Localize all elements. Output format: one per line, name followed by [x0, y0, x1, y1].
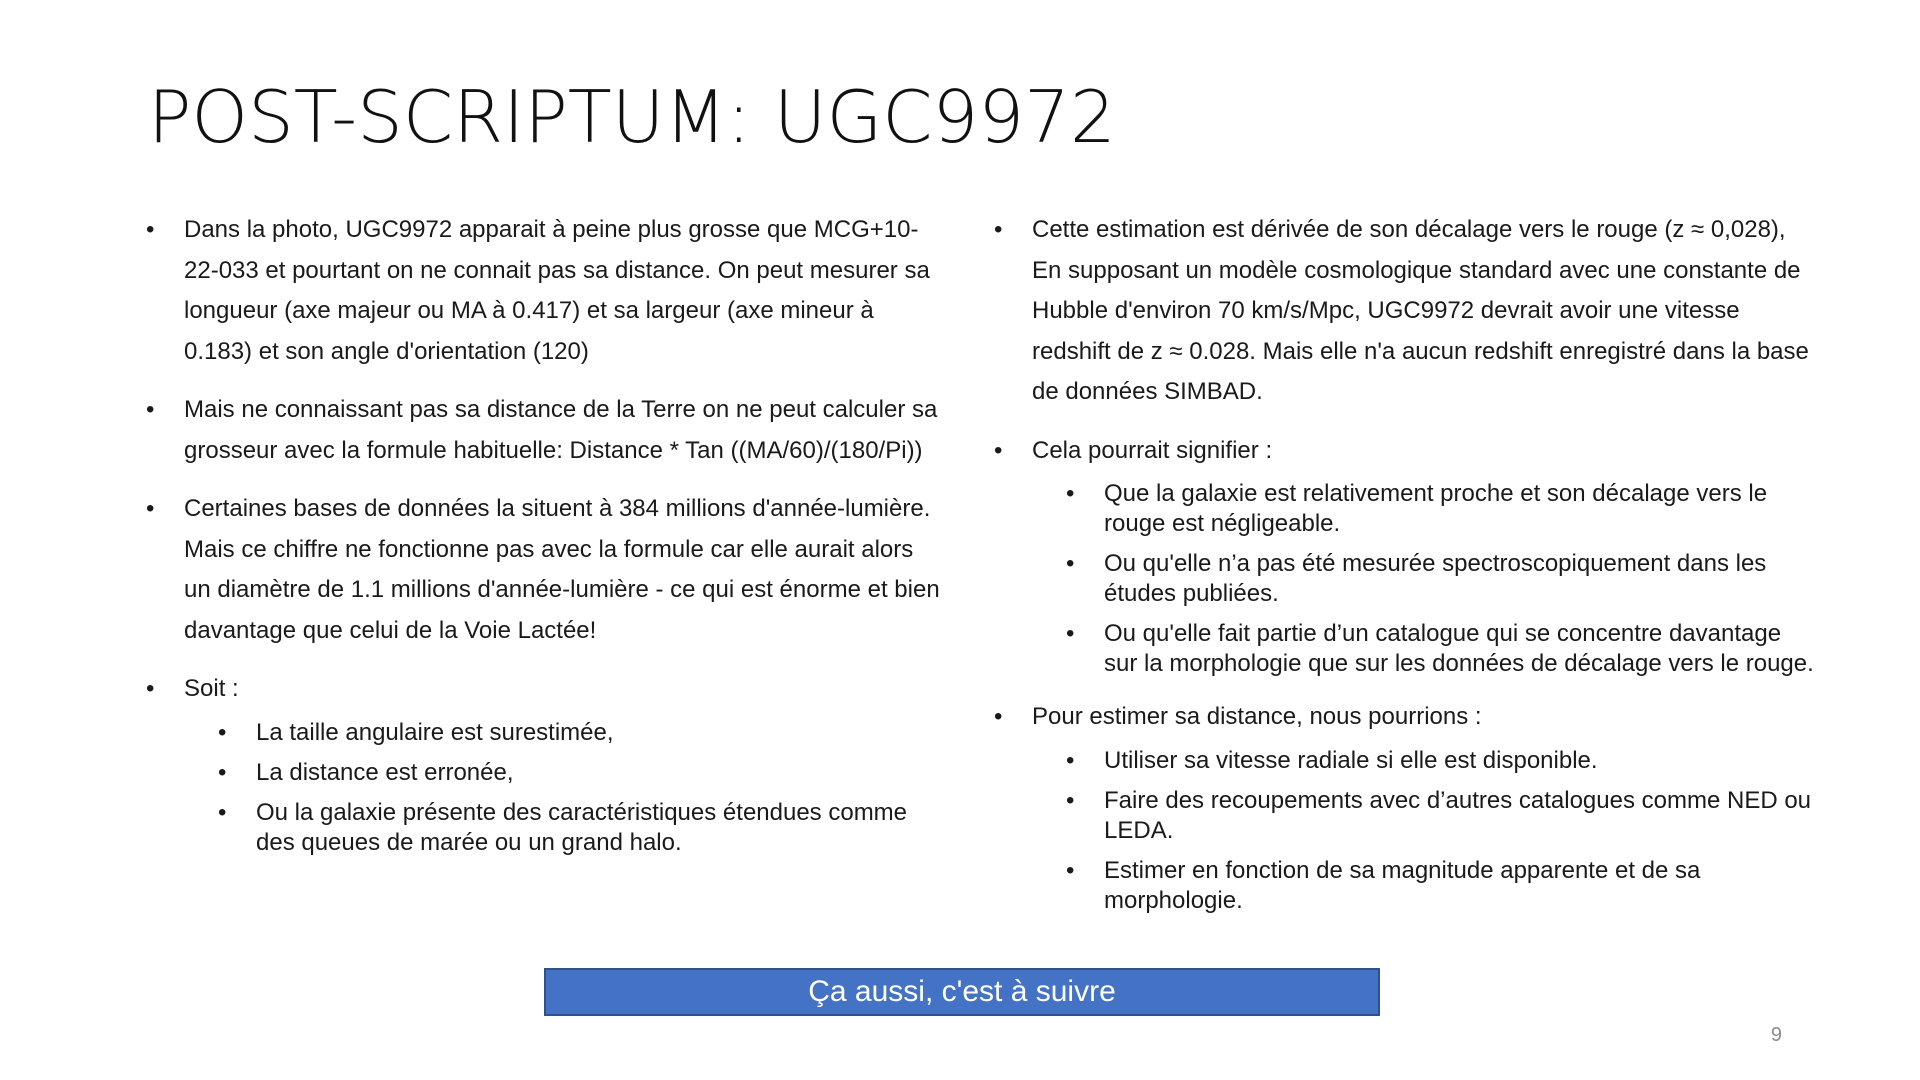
sub-bullet-list	[1066, 746, 1814, 916]
bullet-item	[994, 431, 1814, 680]
sub-bullet-item: • Estimer en fonction de sa magnitude apparente et de sa morphologie.	[1066, 856, 1814, 916]
sub-bullet-item: • Faire des recoupements avec d’autres catalogues comme NED ou LEDA.	[1066, 786, 1814, 846]
bullet-text: Certaines bases de données la situent à 384 millions d'année-lumière. Mais ce chiffre ne fonctionne pas avec la formule car elle aurait alors un diamètre de 1.1 millions d'année-lumière - ce qui est énorme et bien davantage que celui de la Voie Lactée!	[184, 495, 940, 644]
sub-bullet-item: • La distance est erronée,	[218, 758, 946, 788]
bullet-text: Mais ne connaissant pas sa distance de la Terre on ne peut calculer sa grosseur avec la formule habituelle: Distance * Tan ((MA/60)/(180/Pi))	[184, 396, 938, 464]
page-number: 9	[1770, 1024, 1782, 1046]
bullet-text: Cela pourrait signifier :	[1032, 436, 1273, 464]
bullet-text: Dans la photo, UGC9972 apparait à peine plus grosse que MCG+10-22-033 et pourtant on ne connait pas sa distance. On peut mesurer sa longueur (axe majeur ou MA à 0.417) et sa largeur (axe mineur à 0.183) et son angle d'orientation (120)	[184, 216, 930, 365]
right-bullet-list	[994, 210, 1814, 916]
bullet-text: Pour estimer sa distance, nous pourrions :	[1032, 703, 1482, 730]
right-column	[994, 210, 1814, 934]
sub-bullet-list	[218, 718, 946, 858]
bullet-item	[994, 697, 1814, 916]
to-be-continued-banner: Ça aussi, c'est à suivre	[544, 968, 1380, 1016]
sub-bullet-item: • Ou qu'elle fait partie d’un catalogue qui se concentre davantage sur la morphologie que sur les données de décalage vers le rouge.	[1066, 619, 1814, 679]
bullet-item	[146, 390, 946, 471]
bullet-text: Cette estimation est dérivée de son décalage vers le rouge (z ≈ 0,028), En supposant un modèle cosmologique standard avec une constante de Hubble d'environ 70 km/s/Mpc, UGC9972 devrait avoir une vitesse redshift de z ≈ 0.028. Mais elle n'a aucun redshift enregistré dans la base de données SIMBAD.	[1032, 216, 1809, 405]
bullet-item	[994, 210, 1814, 413]
bullet-item	[146, 210, 946, 372]
sub-bullet-item: • Ou la galaxie présente des caractéristiques étendues comme des queues de marée ou un grand halo.	[218, 798, 946, 858]
sub-bullet-list	[1066, 479, 1814, 679]
bullet-item	[146, 669, 946, 858]
slide-title: POST-SCRIPTUM: UGC9972	[148, 75, 1116, 159]
left-column	[146, 210, 946, 876]
sub-bullet-item: • La taille angulaire est surestimée,	[218, 718, 946, 748]
sub-bullet-item: • Que la galaxie est relativement proche et son décalage vers le rouge est négligeable.	[1066, 479, 1814, 539]
left-bullet-list	[146, 210, 946, 858]
sub-bullet-item: • Ou qu'elle n’a pas été mesurée spectroscopiquement dans les études publiées.	[1066, 549, 1814, 609]
bullet-text: Soit :	[184, 675, 239, 702]
sub-bullet-item: • Utiliser sa vitesse radiale si elle est disponible.	[1066, 746, 1814, 776]
bullet-item	[146, 489, 946, 651]
